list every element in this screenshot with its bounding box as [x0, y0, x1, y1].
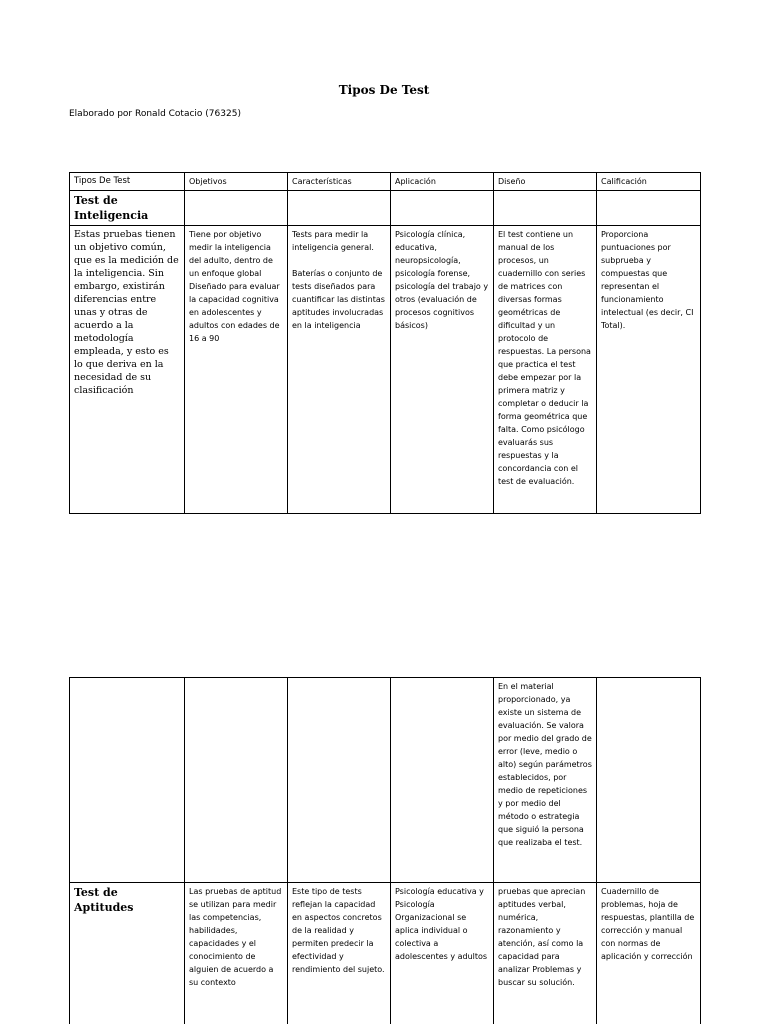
row-name-inteligencia: Test de Inteligencia [70, 191, 185, 226]
empty-cell [185, 191, 288, 226]
inteligencia-diseno: El test contiene un manual de los procesos, un cuadernillo con series de matrices con diversas formas geométricas de dificultad y un protocolo de respuestas. La persona que practica el test debe empezar por la primera matriz y completar o deducir la forma geométrica que falta. Como psicólogo evaluarás sus respuestas y la concordancia con el test de evaluación. [494, 226, 597, 514]
aptitudes-caracteristicas: Este tipo de tests reflejan la capacidad en aspectos concretos de la realidad y permiten predecir la efectividad y rendimiento del sujeto. [288, 883, 391, 1024]
empty-cell [597, 191, 701, 226]
table-row-inteligencia-title [70, 191, 701, 226]
empty-cell [391, 191, 494, 226]
empty-cell [597, 678, 701, 883]
aptitudes-objetivos: Las pruebas de aptitud se utilizan para medir las competencias, habilidades, capacidades y el conocimiento de alguien de acuerdo a su contexto [185, 883, 288, 1024]
aptitudes-calificacion: Cuadernillo de problemas, hoja de respuestas, plantilla de corrección y manual con normas de aplicación y corrección [597, 883, 701, 1024]
table-row-aptitudes [70, 883, 701, 1024]
aptitudes-aplicacion: Psicología educativa y Psicología Organizacional se aplica individual o colectiva a adolescentes y adultos [391, 883, 494, 1024]
test-types-table-continued [69, 677, 701, 1024]
header-aplicacion: Aplicación [391, 173, 494, 191]
header-diseno: Diseño [494, 173, 597, 191]
empty-cell [70, 678, 185, 883]
header-tipos: Tipos De Test [70, 173, 185, 191]
document-author: Elaborado por Ronald Cotacio (76325) [69, 109, 241, 119]
table-row-inteligencia [70, 226, 701, 514]
table-row-inteligencia-continued [70, 678, 701, 883]
inteligencia-caracteristicas-2: Baterías o conjunto de tests diseñados para cuantificar las distintas aptitudes involucradas en la inteligencia [292, 269, 385, 330]
document-title: Tipos De Test [338, 83, 430, 97]
empty-cell [288, 191, 391, 226]
empty-cell [288, 678, 391, 883]
header-objetivos: Objetivos [185, 173, 288, 191]
header-calificacion: Calificación [597, 173, 701, 191]
inteligencia-diseno-continued: En el material proporcionado, ya existe un sistema de evaluación. Se valora por medio del grado de error (leve, medio o alto) según parámetros establecidos, por medio de repeticiones y por medio del método o estrategia que siguió la persona que realizaba el test. [494, 678, 597, 883]
test-types-table [69, 172, 701, 514]
aptitudes-diseno: pruebas que aprecian aptitudes verbal, numérica, razonamiento y atención, así como la capacidad para analizar Problemas y buscar su solución. [494, 883, 597, 1024]
table-header-row [70, 173, 701, 191]
row-name-aptitudes: Test de Aptitudes [70, 883, 185, 1024]
inteligencia-description: Estas pruebas tienen un objetivo común, que es la medición de la inteligencia. Sin embargo, existirán diferencias entre unas y otras de acuerdo a la metodología empleada, y esto es lo que deriva en la necesidad de su clasificación [70, 226, 185, 514]
empty-cell [494, 191, 597, 226]
empty-cell [185, 678, 288, 883]
inteligencia-caracteristicas-1: Tests para medir la inteligencia general. [292, 230, 374, 252]
inteligencia-objetivos: Tiene por objetivo medir la inteligencia del adulto, dentro de un enfoque global Diseñado para evaluar la capacidad cognitiva en adolescentes y adultos con edades de 16 a 90 [185, 226, 288, 514]
inteligencia-calificacion: Proporciona puntuaciones por subprueba y compuestas que representan el funcionamiento intelectual (es decir, CI Total). [597, 226, 701, 514]
empty-cell [391, 678, 494, 883]
inteligencia-caracteristicas [288, 226, 391, 514]
inteligencia-aplicacion: Psicología clínica, educativa, neuropsicología, psicología forense, psicología del trabajo y otros (evaluación de procesos cognitivos básicos) [391, 226, 494, 514]
header-caracteristicas: Características [288, 173, 391, 191]
